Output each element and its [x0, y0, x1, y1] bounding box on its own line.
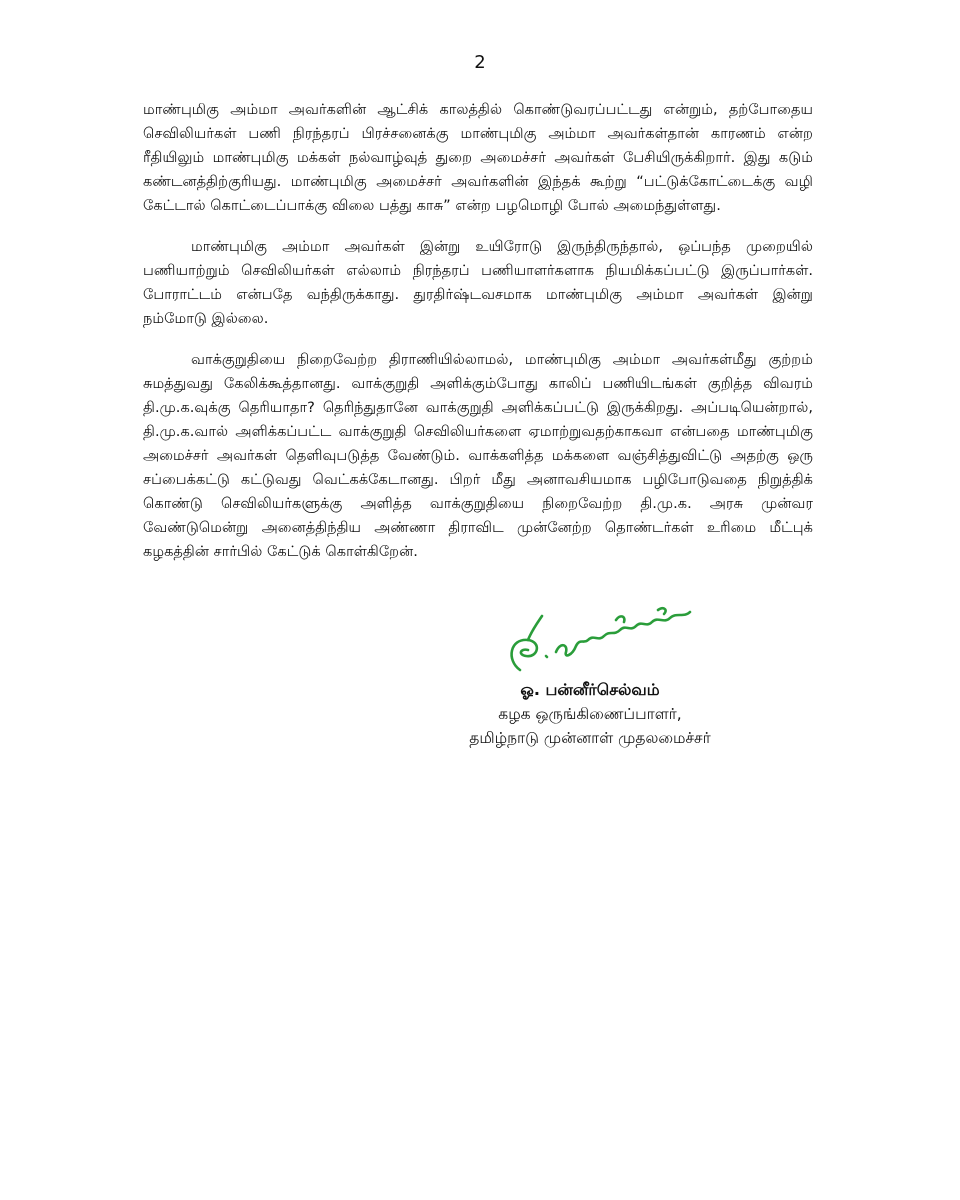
signatory-name: ஓ. பன்னீர்செல்வம் — [520, 680, 660, 699]
signatory-role-2: தமிழ்நாடு முன்னாள் முதலமைச்சர் — [469, 729, 711, 747]
paragraph-2: மாண்புமிகு அம்மா அவர்கள் இன்று உயிரோடு இருந்திருந்தால், ஒப்பந்த முறையில் பணியாற்றும் செவிலியர்கள் எல்லாம் நிரந்தரப் பணியாளர்களாக நியமிக்கப்பட்டு இருப்பார்கள். போராட்டம் என்பதே வந்திருக்காது. துரதிர்ஷ்டவசமாக மாண்புமிகு அம்மா அவர்கள் இன்று நம்மோடு இல்லை. — [143, 238, 813, 327]
letter-body — [143, 98, 813, 581]
paragraph-3: வாக்குறுதியை நிறைவேற்ற திராணியில்லாமல், மாண்புமிகு அம்மா அவர்கள்மீது குற்றம் சுமத்துவது கேலிக்கூத்தானது. வாக்குறுதி அளிக்கும்போது காலிப் பணியிடங்கள் குறித்த விவரம் தி.மு.க.வுக்கு தெரியாதா? தெரிந்துதானே வாக்குறுதி அளிக்கப்பட்டு இருக்கிறது. அப்படியென்றால், தி.மு.க.வால் அளிக்கப்பட்ட வாக்குறுதி செவிலியர்களை ஏமாற்றுவதற்காகவா என்பதை மாண்புமிகு அமைச்சர் அவர்கள் தெளிவுபடுத்த வேண்டும். வாக்களித்த மக்களை வஞ்சித்துவிட்டு அதற்கு ஒரு சப்பைக்கட்டு கட்டுவது வெட்கக்கேடானது. பிறர் மீது அனாவசியமாக பழிபோடுவதை நிறுத்திக் கொண்டு செவிலியர்களுக்கு அளித்த வாக்குறுதியை நிறைவேற்ற தி.மு.க. அரசு முன்வர வேண்டுமென்று அனைத்திந்திய அண்ணா திராவிட முன்னேற்ற தொண்டர்கள் உரிமை மீட்புக் கழகத்தின் சார்பில் கேட்டுக் கொள்கிறேன். — [143, 351, 813, 560]
page-number: 2 — [474, 52, 486, 73]
signatory-block — [440, 678, 740, 750]
signatory-role-1: கழக ஒருங்கிணைப்பாளர், — [498, 705, 682, 723]
handwritten-signature — [498, 600, 708, 682]
paragraph-1: மாண்புமிகு அம்மா அவர்களின் ஆட்சிக் காலத்தில் கொண்டுவரப்பட்டது என்றும், தற்போதைய செவிலியர்கள் பணி நிரந்தரப் பிரச்சனைக்கு மாண்புமிகு அம்மா அவர்கள்தான் காரணம் என்ற ரீதியிலும் மாண்புமிகு மக்கள் நல்வாழ்வுத் துறை அமைச்சர் அவர்கள் பேசியிருக்கிறார். இது கடும் கண்டனத்திற்குரியது. மாண்புமிகு அமைச்சர் அவர்களின் இந்தக் கூற்று “பட்டுக்கோட்டைக்கு வழி கேட்டால் கொட்டைப்பாக்கு விலை பத்து காசு” என்ற பழமொழி போல் அமைந்துள்ளது. — [143, 101, 813, 214]
